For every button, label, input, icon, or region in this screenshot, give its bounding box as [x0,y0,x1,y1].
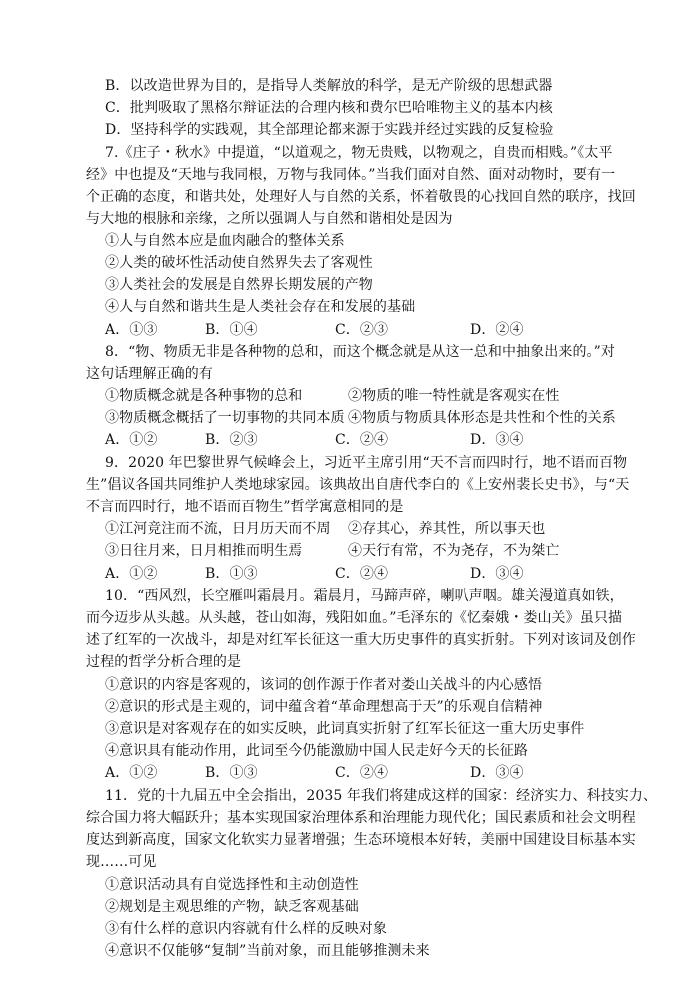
q11-stem-line: 11．党的十九届五中全会指出，2035 年我们将建成这样的国家：经济实力、科技实力、 [105,788,658,804]
q10-stem-line: 而今迈步从头越。从头越，苍山如海，残阳如血。”毛泽东的《忆秦娥・娄山关》虽只描 [86,610,623,626]
q7-answer-row [105,320,625,340]
answer-choice-a: A．①② [105,432,158,448]
q7-stem-line: 个正确的态度，和谐共处，处理好人与自然的关系，怀着敬畏的心找回自然的联序，找回 [86,189,636,205]
q8-item: ①物质概念就是各种事物的总和 [105,388,303,404]
q10-item: ④意识具有能动作用，此词至今仍能激励中国人民走好今天的长征路 [105,743,528,759]
q10-item: ③意识是对客观存在的如实反映，此词真实折射了红军长征这一重大历史事件 [105,721,585,737]
q7-item: ②人类的破坏性活动使自然界失去了客观性 [105,255,373,271]
q10-stem-line: 述了红军的一次战斗，却是对红军长征这一重大历史事件的真实折射。下列对该词及创作 [86,632,636,648]
q10-stem-line: 过程的哲学分析合理的是 [86,654,242,670]
q8-stem-line: 8．“物、物质无非是各种物的总和，而这个概念就是从这一总和中抽象出来的。”对 [105,344,616,360]
q11-item: ④意识不仅能够“复制”当前对象，而且能够推测未来 [105,943,430,959]
answer-choice-c: C．②③ [335,322,389,338]
q9-items-row [105,541,560,561]
answer-choice-b: B．②③ [205,432,258,448]
q10-item: ①意识的内容是客观的，该词的创作源于作者对娄山关战斗的内心感悟 [105,677,543,693]
q7-item: ④人与自然和谐共生是人类社会存在和发展的基础 [105,299,416,315]
q9-stem-line: 9．2020 年巴黎世界气候峰会上，习近平主席引用“天不言而四时行，地不语而百物 [105,455,628,471]
q8-items-row [105,408,616,428]
answer-choice-b: B．①④ [205,322,258,338]
q9-item: ①江河竞注而不流，日月历天而不周 [105,521,331,537]
q11-item: ①意识活动具有自觉选择性和主动创造性 [105,877,359,893]
answer-choice-a: A．①② [105,765,158,781]
q9-item: ③日往月来，日月相推而明生焉 [105,543,303,559]
q7-stem-line: 与大地的根脉和亲缘，之所以强调人与自然和谐相处是因为 [86,211,453,227]
q8-answer-row [105,430,625,450]
q10-item: ②意识的形式是主观的，词中蕴含着“革命理想高于天”的乐观自信精神 [105,699,543,715]
answer-choice-c: C．②④ [335,765,389,781]
q11-stem-line: 度达到新高度，国家文化软实力显著增强；生态环境根本好转，美丽中国建设目标基本实 [86,832,636,848]
q11-item: ②规划是主观思维的产物，缺乏客观基础 [105,899,359,915]
q10-answer-row [105,763,625,783]
q6-option-c: C．批判吸取了黑格尔辩证法的合理内核和费尔巴哈唯物主义的基本内核 [105,100,553,116]
answer-choice-d: D．③④ [470,765,524,781]
q7-stem-line: 经》中也提及“天地与我同根，万物与我同体。”当我们面对自然、面对动物时，要有一 [86,167,616,183]
q7-item: ③人类社会的发展是自然界长期发展的产物 [105,277,373,293]
q11-stem-line: 现……可见 [86,854,157,870]
q7-item: ①人与自然本应是血肉融合的整体关系 [105,233,345,249]
q8-item: ③物质概念概括了一切事物的共同本质 [105,410,345,426]
q10-stem-line: 10．“西风烈，长空雁叫霜晨月。霜晨月，马蹄声碎，喇叭声咽。雄关漫道真如铁， [105,588,624,604]
answer-choice-a: A．①③ [105,322,158,338]
q8-items-row [105,386,560,406]
answer-choice-c: C．②④ [335,432,389,448]
q6-option-b: B．以改造世界为目的，是指导人类解放的科学，是无产阶级的思想武器 [105,78,553,94]
q8-item: ④物质与物质具体形态是共性和个性的关系 [348,410,616,426]
q9-items-row [105,519,545,539]
q9-item: ④天行有常，不为尧存，不为桀亡 [348,543,560,559]
answer-choice-b: B．①③ [205,765,258,781]
q8-item: ②物质的唯一特性就是客观实在性 [348,388,560,404]
answer-choice-d: D．③④ [470,566,524,582]
q7-stem-line: 7.《庄子・秋水》中提道，“以道观之，物无贵贱，以物观之，自贵而相贱。”《太平 [105,145,613,161]
q9-answer-row [105,564,625,584]
answer-choice-d: D．②④ [470,322,524,338]
q9-stem-line: 生”倡议各国共同维护人类地球家园。该典故出自唐代李白的《上安州裴长史书》，与“天 [86,477,630,493]
q6-option-d: D．坚持科学的实践观，其全部理论都来源于实践并经过实践的反复检验 [105,122,554,138]
q11-stem-line: 综合国力将大幅跃升；基本实现国家治理体系和治理能力现代化；国民素质和社会文明程 [86,810,636,826]
answer-choice-b: B．①③ [205,566,258,582]
q9-item: ②存其心，养其性，所以事天也 [348,521,546,537]
answer-choice-d: D．③④ [470,432,524,448]
q8-stem-line: 这句话理解正确的有 [86,366,213,382]
answer-choice-a: A．①② [105,566,158,582]
answer-choice-c: C．②④ [335,566,389,582]
q11-item: ③有什么样的意识内容就有什么样的反映对象 [105,921,387,937]
q9-stem-line: 不言而四时行，地不语而百物生”哲学寓意相同的是 [86,499,404,515]
